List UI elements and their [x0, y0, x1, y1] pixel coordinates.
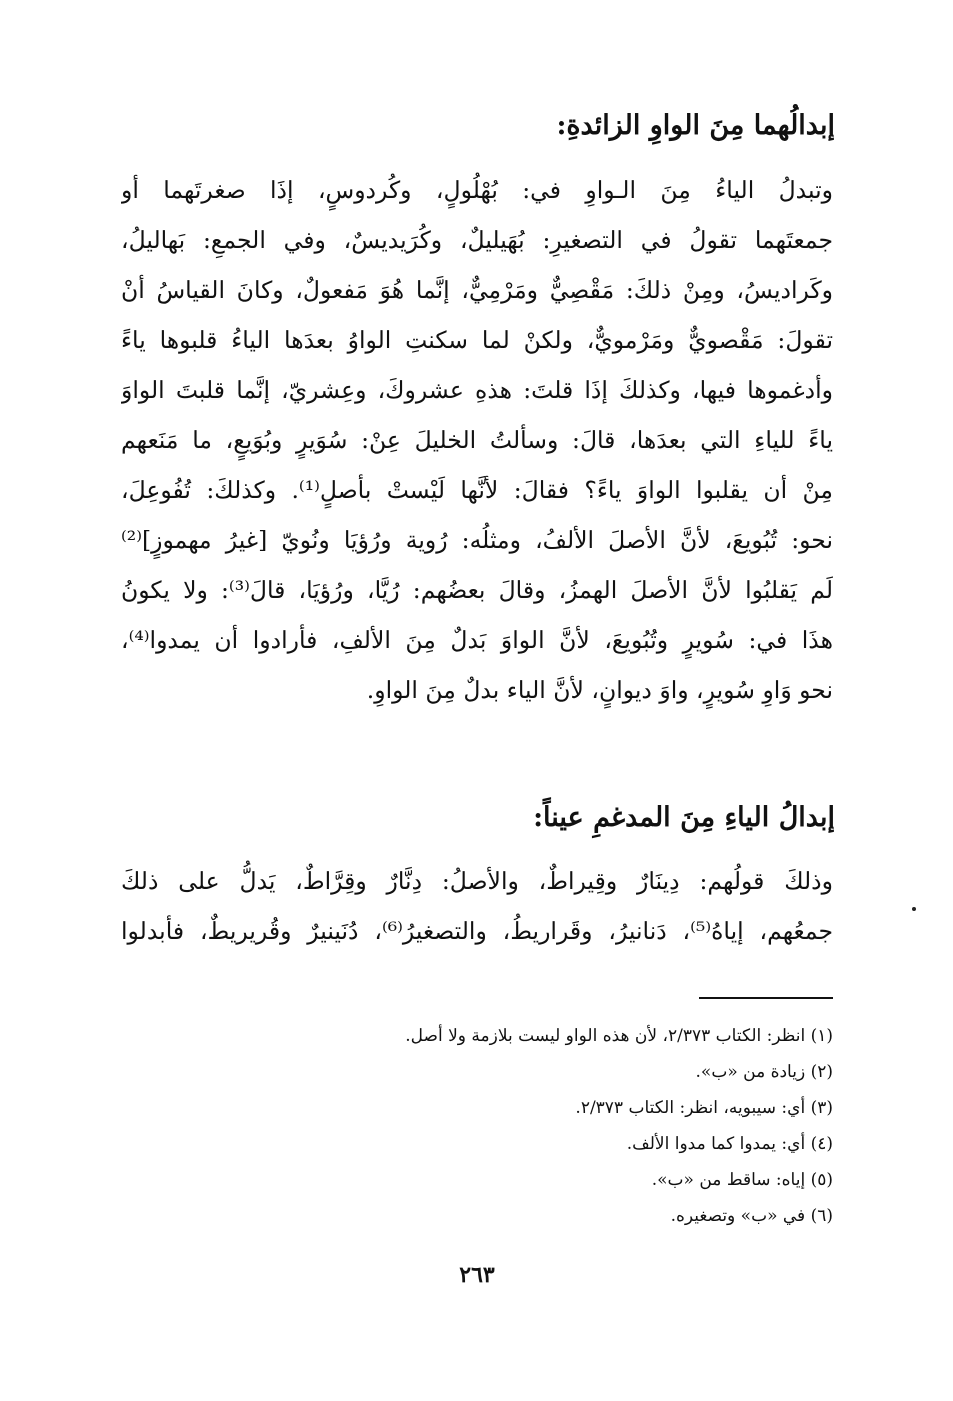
text-line: هذَا في: سُويرٍ وتُبُويعَ، لأنَّ الواوَ بَدلٌ مِنَ الألفِ، فأرادوا أن يمدوا⁽⁴⁾، — [121, 626, 833, 654]
text-line: ياءً للياءِ التي بعدَها، قالَ: وسألتُ الخليلَ عِنْ: سُوَيرٍ وبُوَيعٍ، ما مَنَعهم — [121, 426, 833, 454]
scan-speck — [912, 907, 916, 911]
section-heading-waw-extra: إبدالُهما مِنَ الواوِ الزائدةِ: — [556, 110, 835, 141]
paragraph-waw-substitution — [121, 165, 833, 715]
text-line: تقولَ: مَقْصويٌّ ومَرْمويٌّ، ولكنْ لما سكنتِ الواوُ بعدَها الياءُ قلبوها ياءً — [121, 326, 833, 354]
text-line: لَم يَقلبُوا لأنَّ الأصلَ الهمزُ، وقالَ بعضُهم: رُيَّا، ورُؤيَا، قالَ⁽³⁾: ولا يكونُ — [121, 576, 833, 604]
footnote-2: (٢) زيادة من «ب». — [695, 1062, 833, 1082]
text-line: وكَراديسُ، ومِنْ ذلكَ: مَقْصِيٌّ ومَرْمِيٌّ، إنَّما هُوَ مَفعولٌ، وكانَ القياسُ أنْ — [121, 276, 833, 304]
footnote-3: (٣) أي: سيبويه، انظر: الكتاب ٢/٣٧٣. — [575, 1098, 833, 1118]
page-number: ٢٦٣ — [459, 1262, 495, 1288]
text-line: وذلكَ قولُهم: دِينَارٌ وقِيراطٌ، والأصلُ: دِنَّارٌ وقِرَّاطٌ، يَدلُّ على ذلكَ — [121, 867, 833, 895]
footnote-1: (١) انظر: الكتاب ٢/٣٧٣، لأن هذه الواو ليست بلازمة ولا أصل. — [405, 1026, 833, 1046]
text-line: جمعتَهما تقولُ في التصغيرِ: بُهَيليلٌ، وكُرَيديسٌ، وفي الجمعِ: بَهاليلُ، — [121, 226, 833, 254]
footnote-5: (٥) إياه: ساقط من «ب». — [651, 1170, 833, 1190]
footnote-6: (٦) في «ب» وتصغيره. — [670, 1206, 833, 1226]
footnotes — [121, 1018, 833, 1234]
text-line: وتبدلُ الياءُ مِنَ الـواوِ في: بُهْلُولٍ، وكُردوسٍ، إذَا صغرتَهما أو — [121, 176, 833, 204]
text-line: نحو وَاوِ سُويرٍ، واوَ ديوانٍ، لأنَّ الياء بدلٌ مِنَ الواوِ. — [366, 676, 833, 704]
text-line: نحو: تُبُويعَ، لأنَّ الأصلَ الألفُ، ومثلُه: رُوية ورُؤيَا ونُويّ [غيرُ مهموزٍ]⁽²⁾ — [121, 526, 833, 554]
footnote-4: (٤) أي: يمدوا كما مدوا الألف. — [626, 1134, 833, 1154]
section-heading-ya-from-geminate: إبدالُ الياءِ مِنَ المدغمِ عيناً: — [533, 802, 835, 833]
footnote-separator — [699, 997, 833, 999]
text-line: مِنْ أن يقلبوا الواوَ ياءً؟ فقالَ: لأنَّها لَيْستْ بأصلٍ⁽¹⁾. وكذلكَ: تُفُوعِلَ، — [121, 476, 833, 504]
text-line: وأدغموها فيها، وكذلكَ إذَا قلتَ: هذهِ عشروكَ، وعِشريّ، إنَّما قلبتَ الواوَ — [121, 376, 833, 404]
text-line: جمعُهم، إياهُ⁽⁵⁾، دَنانيرُ، وقَراريطُ، والتصغيرُ⁽⁶⁾، دُنَينيرٌ وقُريريطٌ، فأبدلوا — [121, 917, 833, 945]
paragraph-dinar-qirat — [121, 856, 833, 956]
